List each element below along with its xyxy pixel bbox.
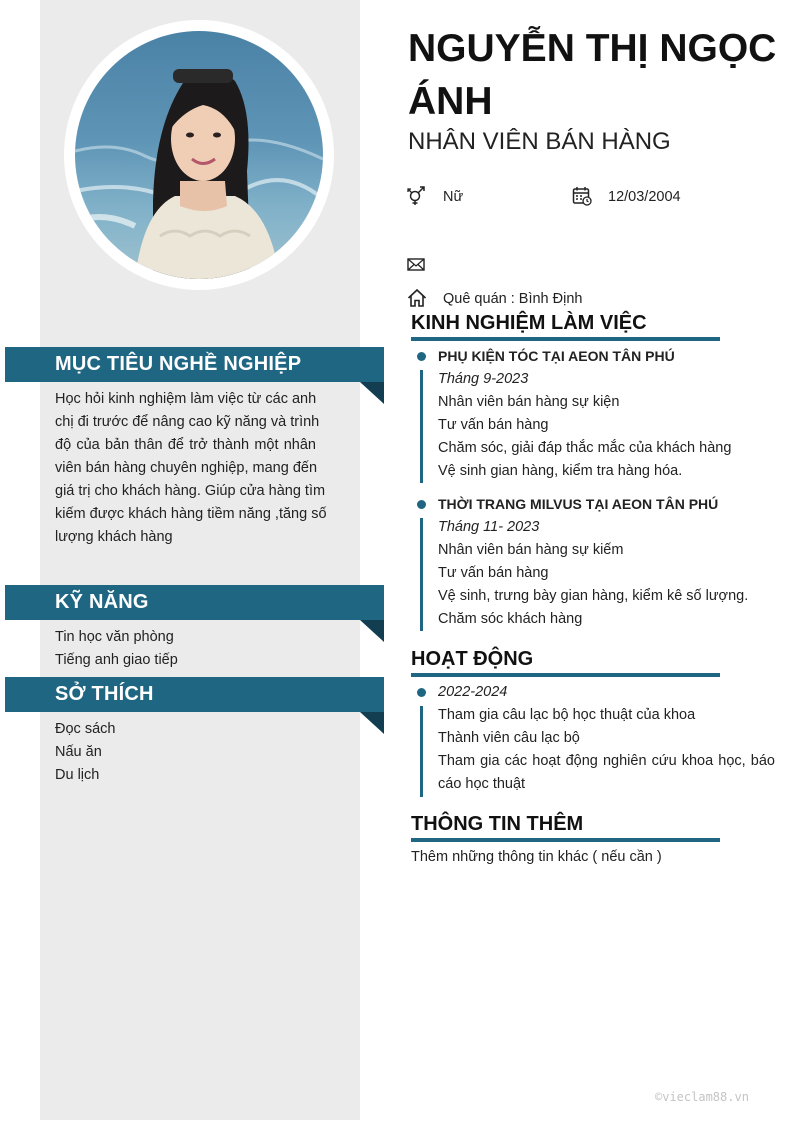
activity-item: Tham gia câu lạc bộ học thuật của khoa	[438, 707, 696, 723]
timeline-line	[420, 370, 423, 483]
hobbies-header	[5, 677, 384, 712]
skills-fold	[360, 620, 384, 642]
objective-title: MỤC TIÊU NGHỀ NGHIỆP	[55, 353, 302, 375]
objective-line: Học hỏi kinh nghiệm làm việc từ các anh	[55, 391, 317, 407]
birthdate-value: 12/03/2004	[608, 189, 681, 205]
extra-title: THÔNG TIN THÊM	[411, 813, 720, 842]
hobby-item: Đọc sách	[55, 721, 116, 737]
skills-title: KỸ NĂNG	[55, 591, 149, 613]
timeline-line	[420, 706, 423, 797]
hobbies-fold	[360, 712, 384, 734]
activity-item: Thành viên câu lạc bộ	[438, 730, 580, 746]
objective-header	[5, 347, 384, 382]
skill-item: Tin học văn phòng	[55, 629, 174, 645]
job-title: NHÂN VIÊN BÁN HÀNG	[408, 128, 671, 155]
candidate-name: NGUYỄN THỊ NGỌC ÁNH	[408, 27, 777, 123]
objective-fold	[360, 382, 384, 404]
calendar-icon	[572, 186, 592, 206]
mail-icon	[407, 257, 425, 273]
objective-line: độ của bản thân để trở thành một nhân	[55, 437, 316, 453]
timeline-dot	[417, 352, 426, 361]
hobbies-title: SỞ THÍCH	[55, 683, 154, 705]
avatar	[75, 31, 323, 279]
job-date: Tháng 11- 2023	[438, 519, 540, 535]
gender-icon	[407, 186, 427, 206]
activity-period: 2022-2024	[438, 684, 508, 700]
hometown-value: Quê quán : Bình Định	[443, 291, 583, 307]
job-company: PHỤ KIỆN TÓC TẠI AEON TÂN PHÚ	[438, 348, 675, 364]
objective-line: chị đi trước để nâng cao kỹ năng và trình	[55, 414, 320, 430]
job-task: Vệ sinh, trưng bày gian hàng, kiểm kê số lượng.	[438, 588, 749, 604]
job-task: Tư vấn bán hàng	[438, 565, 549, 581]
job-task: Nhân viên bán hàng sự kiện	[438, 394, 620, 410]
objective-line: lượng khách hàng	[55, 529, 173, 545]
skills-list	[55, 626, 316, 672]
activities-title: HOẠT ĐỘNG	[411, 648, 720, 677]
skills-header	[5, 585, 384, 620]
objective-line: viên bán hàng chuyên nghiệp, mang đến	[55, 460, 318, 476]
objective-text	[55, 388, 327, 549]
timeline-dot	[417, 688, 426, 697]
gender-value: Nữ	[443, 189, 464, 205]
home-icon	[407, 288, 427, 308]
job-task: Nhân viên bán hàng sự kiếm	[438, 542, 624, 558]
skill-item: Tiếng anh giao tiếp	[55, 652, 178, 668]
job-task: Chăm sóc khách hàng	[438, 611, 583, 627]
hobby-item: Du lịch	[55, 767, 100, 783]
timeline-dot	[417, 500, 426, 509]
hobbies-list	[55, 718, 316, 787]
job-task: Vệ sinh gian hàng, kiểm tra hàng hóa.	[438, 463, 683, 479]
job-task: Chăm sóc, giải đáp thắc mắc của khách hàng	[438, 440, 732, 456]
job-task: Tư vấn bán hàng	[438, 417, 549, 433]
extra-text: Thêm những thông tin khác ( nếu cần )	[411, 849, 662, 865]
watermark: ©vieclam88.vn	[655, 1090, 749, 1104]
job-company: THỜI TRANG MILVUS TẠI AEON TÂN PHÚ	[438, 496, 719, 512]
hobby-item: Nấu ăn	[55, 744, 102, 760]
activity-item: Tham gia các hoạt động nghiên cứu khoa học, báo cáo học thuật	[438, 753, 775, 792]
timeline-line	[420, 518, 423, 631]
objective-line: giá trị cho khách hàng. Giúp cửa hàng tìm	[55, 483, 326, 499]
job-date: Tháng 9-2023	[438, 371, 529, 387]
experience-title: KINH NGHIỆM LÀM VIỆC	[411, 312, 720, 341]
objective-line: kiếm được khách hàng tiềm năng ,tăng số	[55, 506, 327, 522]
